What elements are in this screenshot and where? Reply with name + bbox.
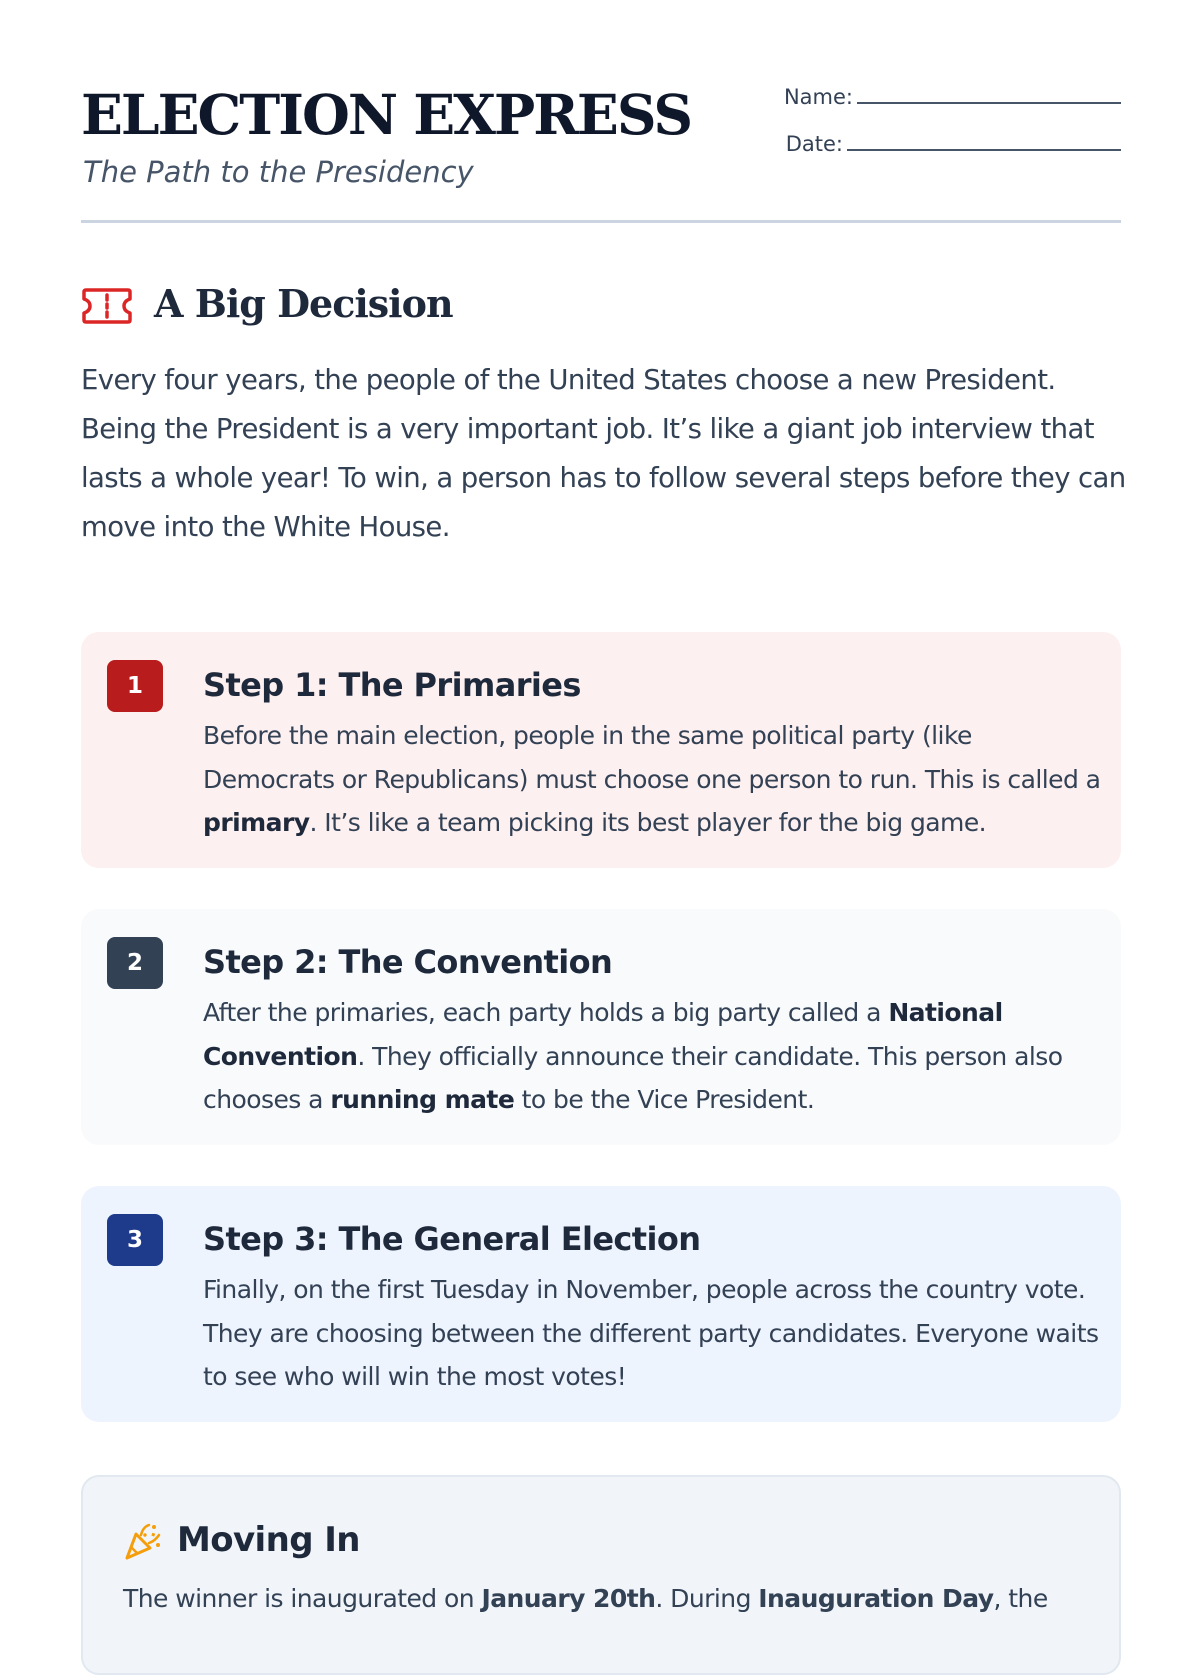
step-description: Before the main election, people in the same political party (like Democrats or Republicans) must choose one person to run. This is called a primary. It’s like a team picking its best player for the big game. [203,721,1101,837]
step-description: Finally, on the first Tuesday in November, people across the country vote. They are choosing between the different party candidates. Everyone waits to see who will win the most votes! [203,1275,1099,1391]
moving-in-heading: Moving In [177,1520,360,1560]
step-number-badge: 3 [107,1214,163,1266]
key-term: primary [203,808,310,837]
date-field [786,129,1121,156]
intro-paragraph: Every four years, the people of the United States choose a new President. Being the President is a very important job. It’s like a giant job interview that lasts a whole year! To win, a person has to follow several steps before they can move into the White House. [81,364,1126,543]
party-popper-icon [123,1521,163,1561]
step-number-badge: 1 [107,660,163,712]
step-title: Step 2: The Convention [203,943,613,981]
moving-in-text: The winner is inaugurated on January 20th. During Inauguration Day, the [123,1584,1048,1613]
worksheet-header [81,80,1121,220]
date-blank-line[interactable] [847,129,1121,151]
key-term: Inauguration Day [758,1584,994,1613]
step-title: Step 3: The General Election [203,1220,701,1258]
step-card-1 [81,632,1121,868]
key-term: National Convention [203,998,1003,1071]
date-label: Date: [785,132,843,156]
header-divider [81,220,1121,223]
step-card-3 [81,1186,1121,1422]
step-card-2 [81,909,1121,1145]
step-title: Step 1: The Primaries [203,666,581,704]
step-description: After the primaries, each party holds a big party called a National Convention. They officially announce their candidate. This person also chooses a running mate to be the Vice President. [203,998,1063,1114]
ticket-icon [81,286,133,326]
worksheet-subtitle: The Path to the Presidency [83,155,474,189]
name-label: Name: [783,85,853,109]
key-term: running mate [330,1085,515,1114]
worksheet-title: ELECTION EXPRESS [81,82,692,147]
key-term: January 20th [481,1584,656,1613]
moving-in-box [81,1475,1121,1675]
name-blank-line[interactable] [857,82,1121,104]
intro-heading: A Big Decision [154,281,453,326]
name-field [784,82,1121,109]
step-number-badge: 2 [107,937,163,989]
